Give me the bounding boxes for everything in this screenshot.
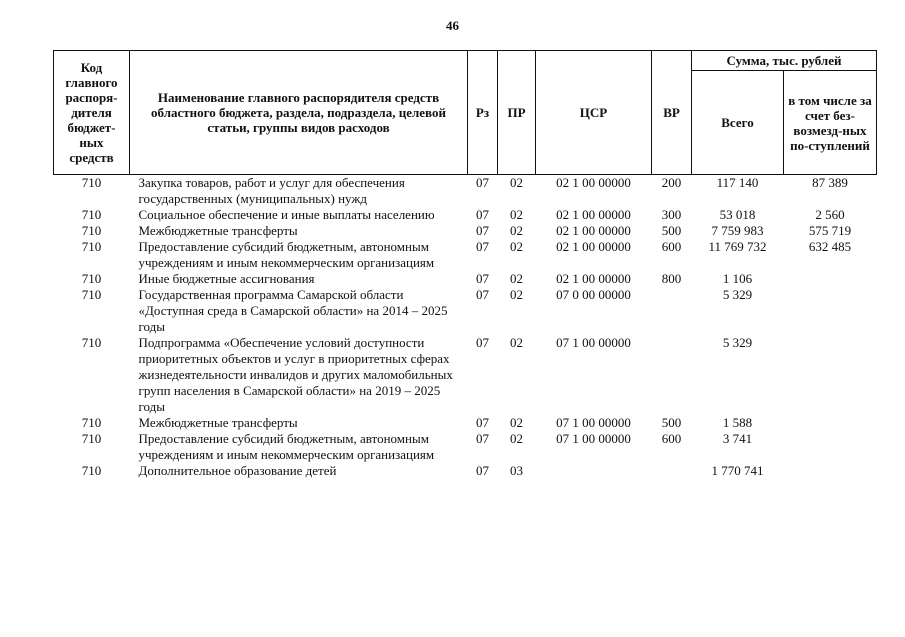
cell-free [784, 271, 877, 287]
cell-csr: 02 1 00 00000 [556, 239, 631, 254]
cell-free [784, 415, 877, 431]
cell-rz: 07 [476, 239, 489, 254]
cell-csr: 02 1 00 00000 [556, 175, 631, 190]
cell-name: Иные бюджетные ассигнования [138, 271, 315, 286]
cell-code: 710 [81, 287, 102, 302]
header-pr: ПР [498, 51, 536, 175]
cell-total: 117 140 [716, 175, 759, 190]
cell-pr: 03 [510, 463, 523, 478]
cell-csr: 07 1 00 00000 [556, 415, 631, 430]
cell-vr: 500 [661, 415, 682, 430]
cell-csr [536, 463, 652, 479]
cell-free: 632 485 [808, 239, 852, 254]
cell-name: Предоставление субсидий бюджетным, автономным учреждениям и иным некоммерческим организациям [138, 431, 435, 462]
cell-vr: 600 [661, 431, 682, 446]
cell-total: 53 018 [719, 207, 756, 222]
cell-total: 11 769 732 [708, 239, 767, 254]
table-row [54, 239, 877, 271]
table-row [54, 175, 877, 208]
cell-pr: 02 [510, 207, 523, 222]
cell-csr: 02 1 00 00000 [556, 207, 631, 222]
cell-csr: 07 0 00 00000 [556, 287, 631, 302]
cell-name: Закупка товаров, работ и услуг для обеспечения государственных (муниципальных) нужд [138, 175, 405, 206]
cell-total: 3 741 [722, 431, 753, 446]
cell-code: 710 [81, 223, 102, 238]
cell-pr: 02 [510, 223, 523, 238]
cell-vr: 200 [661, 175, 682, 190]
header-name: Наименование главного распорядителя средств областного бюджета, раздела, подраздела, целевой статьи, группы видов расходов [130, 51, 468, 175]
header-csr: ЦСР [536, 51, 652, 175]
cell-name: Дополнительное образование детей [138, 463, 337, 478]
table-body [54, 175, 877, 480]
cell-vr: 800 [661, 271, 682, 286]
header-code: Код главного распоря-дителя бюджет-ных средств [54, 51, 130, 175]
cell-name: Предоставление субсидий бюджетным, автономным учреждениям и иным некоммерческим организациям [138, 239, 435, 270]
table-row [54, 271, 877, 287]
cell-csr: 07 1 00 00000 [556, 431, 631, 446]
table-row [54, 207, 877, 223]
header-vr: ВР [652, 51, 692, 175]
cell-pr: 02 [510, 335, 523, 350]
cell-pr: 02 [510, 175, 523, 190]
table-row [54, 223, 877, 239]
page-number: 46 [446, 18, 459, 33]
cell-total: 5 329 [722, 335, 753, 350]
cell-code: 710 [81, 239, 102, 254]
cell-vr [652, 287, 692, 335]
cell-total: 5 329 [722, 287, 753, 302]
table-row [54, 335, 877, 415]
header-sum: Сумма, тыс. рублей [692, 51, 877, 71]
cell-rz: 07 [476, 271, 489, 286]
cell-name: Социальное обеспечение и иные выплаты населению [138, 207, 435, 222]
cell-name: Межбюджетные трансферты [138, 223, 298, 238]
cell-free [784, 463, 877, 479]
table-row [54, 431, 877, 463]
table-row [54, 415, 877, 431]
cell-free [784, 431, 877, 463]
cell-free: 2 560 [815, 207, 845, 222]
cell-csr: 07 1 00 00000 [556, 335, 631, 350]
cell-total: 1 588 [722, 415, 753, 430]
cell-pr: 02 [510, 415, 523, 430]
cell-free: 575 719 [808, 223, 852, 238]
cell-rz: 07 [476, 223, 489, 238]
cell-code: 710 [81, 463, 102, 478]
cell-code: 710 [81, 271, 102, 286]
cell-pr: 02 [510, 239, 523, 254]
cell-rz: 07 [476, 207, 489, 222]
cell-rz: 07 [476, 431, 489, 446]
cell-rz: 07 [476, 335, 489, 350]
cell-name: Межбюджетные трансферты [138, 415, 298, 430]
cell-total: 1 106 [722, 271, 753, 286]
table-row [54, 287, 877, 335]
cell-free [784, 287, 877, 335]
cell-vr [652, 335, 692, 415]
header-rz: Рз [468, 51, 498, 175]
cell-vr [652, 463, 692, 479]
cell-name: Подпрограмма «Обеспечение условий доступности приоритетных объектов и услуг в приоритетных сферах жизнедеятельности инвалидов и других маломобильных групп населения в Самарской области» на 2019 – 2025 годы [138, 335, 453, 414]
cell-csr: 02 1 00 00000 [556, 223, 631, 238]
cell-name: Государственная программа Самарской области «Доступная среда в Самарской области» на 2014 – 2025 годы [138, 287, 448, 334]
header-free: в том числе за счет без-возмезд-ных по-ступлений [784, 71, 877, 175]
table-row [54, 463, 877, 479]
cell-vr: 600 [661, 239, 682, 254]
header-total: Всего [692, 71, 784, 175]
cell-code: 710 [81, 207, 102, 222]
cell-rz: 07 [476, 415, 489, 430]
cell-pr: 02 [510, 271, 523, 286]
cell-vr: 300 [661, 207, 682, 222]
cell-code: 710 [81, 415, 102, 430]
cell-rz: 07 [476, 175, 489, 190]
cell-pr: 02 [510, 431, 523, 446]
cell-total: 1 770 741 [711, 463, 764, 478]
cell-total: 7 759 983 [711, 223, 764, 238]
cell-code: 710 [81, 431, 102, 446]
budget-table [53, 50, 877, 479]
cell-free [784, 335, 877, 415]
cell-code: 710 [81, 335, 102, 350]
cell-code: 710 [81, 175, 102, 190]
cell-rz: 07 [476, 463, 489, 478]
cell-pr: 02 [510, 287, 523, 302]
cell-rz: 07 [476, 287, 489, 302]
cell-csr: 02 1 00 00000 [556, 271, 631, 286]
cell-vr: 500 [661, 223, 682, 238]
cell-free: 87 389 [812, 175, 848, 190]
